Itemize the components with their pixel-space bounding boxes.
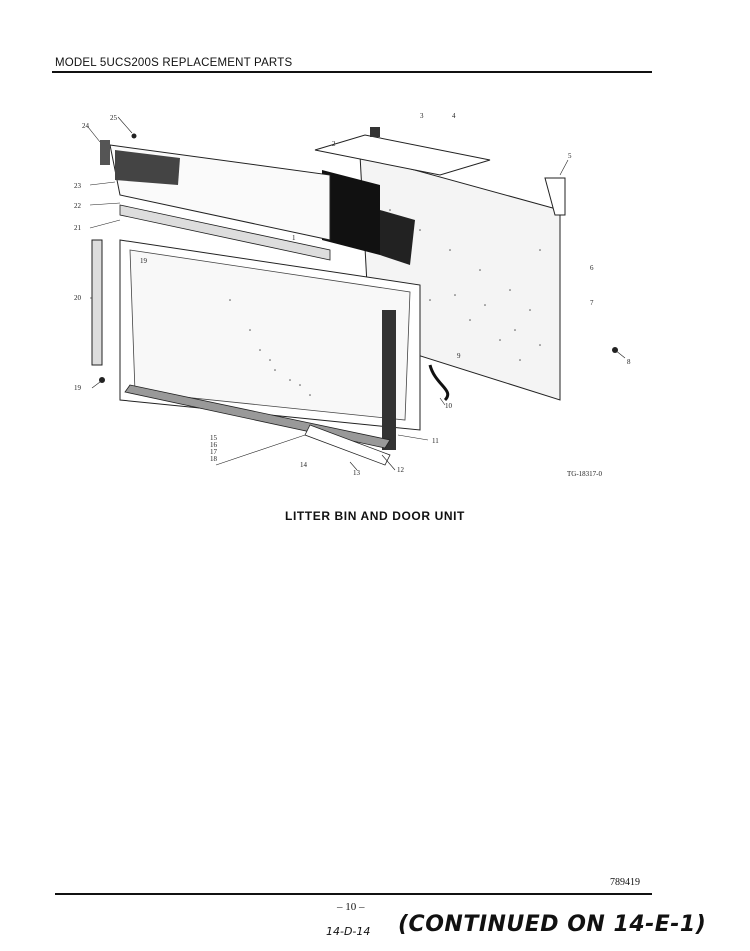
svg-text:23: 23 bbox=[74, 182, 81, 190]
svg-text:4: 4 bbox=[452, 112, 456, 120]
svg-text:17: 17 bbox=[210, 448, 217, 456]
svg-text:21: 21 bbox=[74, 224, 81, 232]
svg-text:1: 1 bbox=[292, 234, 296, 242]
svg-text:16: 16 bbox=[210, 441, 217, 449]
svg-text:19: 19 bbox=[74, 384, 81, 392]
footer-rule bbox=[55, 893, 652, 895]
handwritten-continued-note: (CONTINUED ON 14-E-1) bbox=[398, 912, 707, 937]
svg-text:3: 3 bbox=[420, 112, 424, 120]
svg-text:9: 9 bbox=[457, 352, 461, 360]
svg-text:6: 6 bbox=[590, 264, 594, 272]
svg-text:19: 19 bbox=[140, 257, 147, 265]
svg-text:7: 7 bbox=[590, 299, 594, 307]
svg-text:20: 20 bbox=[74, 294, 81, 302]
exploded-parts-diagram bbox=[60, 100, 660, 500]
svg-text:15: 15 bbox=[210, 434, 217, 442]
svg-text:14: 14 bbox=[300, 461, 307, 469]
header-rule bbox=[52, 71, 652, 73]
svg-text:5: 5 bbox=[568, 152, 572, 160]
page-number: – 10 – bbox=[337, 901, 365, 913]
svg-text:24: 24 bbox=[82, 122, 89, 130]
svg-text:8: 8 bbox=[627, 358, 631, 366]
svg-text:13: 13 bbox=[353, 469, 360, 477]
svg-text:10: 10 bbox=[445, 402, 452, 410]
svg-text:11: 11 bbox=[432, 437, 439, 445]
document-number: 789419 bbox=[610, 877, 640, 888]
handwritten-ref: 14-D-14 bbox=[326, 925, 371, 938]
svg-text:22: 22 bbox=[74, 202, 81, 210]
svg-text:12: 12 bbox=[397, 466, 404, 474]
page-header-title: MODEL 5UCS200S REPLACEMENT PARTS bbox=[55, 57, 293, 69]
svg-text:25: 25 bbox=[110, 114, 117, 122]
svg-text:2: 2 bbox=[332, 140, 336, 148]
svg-text:TG-18317-0: TG-18317-0 bbox=[567, 470, 602, 478]
diagram-caption: LITTER BIN AND DOOR UNIT bbox=[285, 509, 465, 523]
svg-text:18: 18 bbox=[210, 455, 217, 463]
